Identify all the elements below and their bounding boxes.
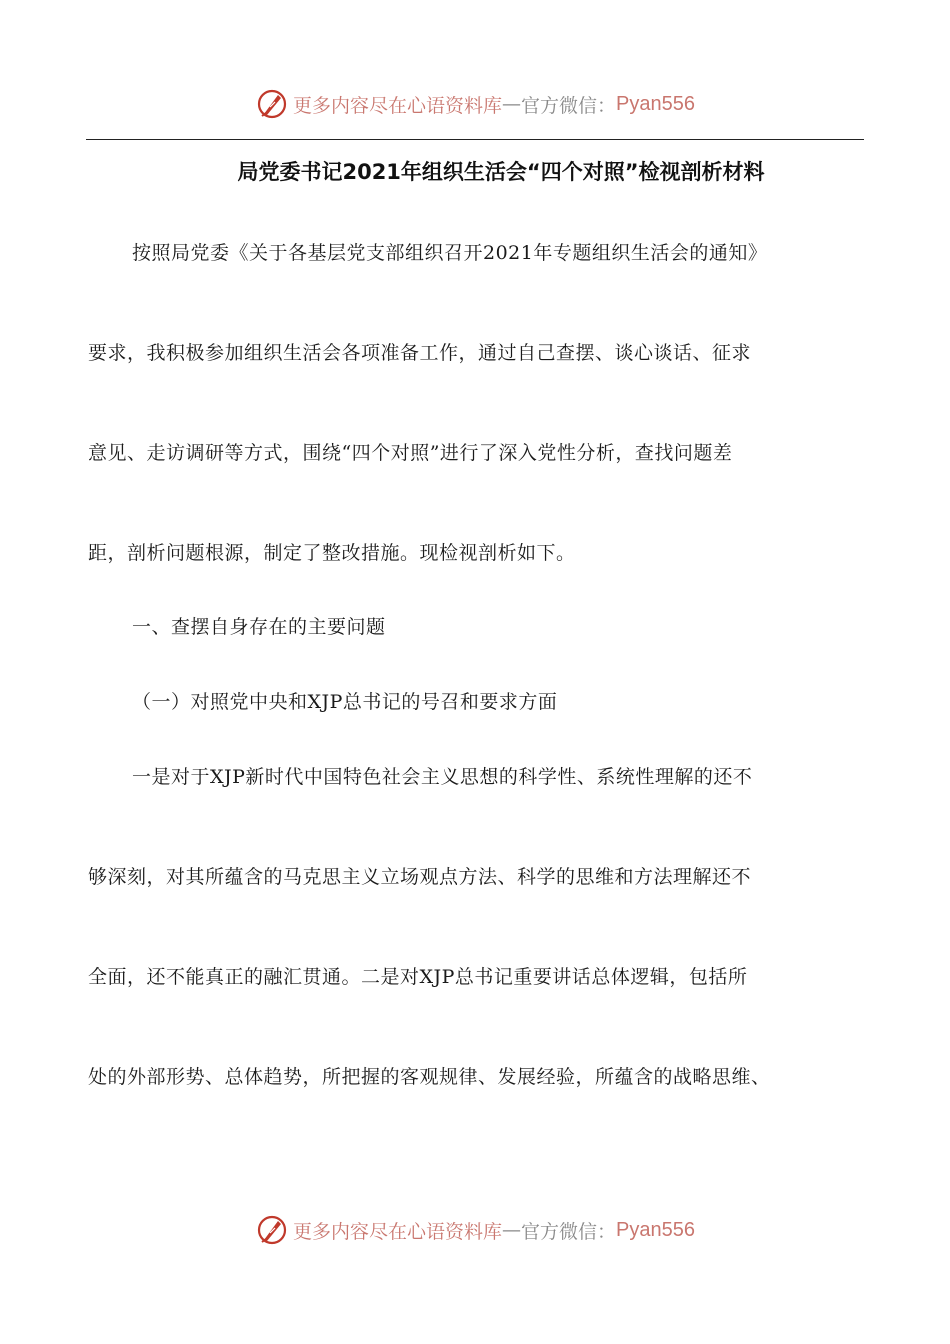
- quill-pen-logo-icon: [255, 1213, 289, 1247]
- body-line-8: 够深刻，对其所蕴含的马克思主义立场观点方法、科学的思维和方法理解还不: [88, 866, 752, 888]
- footer-watermark: [0, 1210, 950, 1250]
- body-line-2: 要求，我积极参加组织生活会各项准备工作，通过自己查摆、谈心谈话、征求: [88, 342, 752, 364]
- watermark-brand-text: 更多内容尽在心语资料库: [293, 1220, 503, 1243]
- body-line-10: 处的外部形势、总体趋势，所把握的客观规律、发展经验，所蕴含的战略思维、: [88, 1066, 771, 1088]
- watermark-brand-text: 更多内容尽在心语资料库: [293, 94, 503, 117]
- watermark-separator: —: [502, 93, 522, 115]
- body-line-3: 意见、走访调研等方式，围绕“四个对照”进行了深入党性分析，查找问题差: [88, 442, 733, 464]
- section-heading-1: 一、查摆自身存在的主要问题: [132, 616, 386, 638]
- watermark-wechat-label: 官方微信：: [521, 1220, 617, 1243]
- quill-pen-logo-icon: [255, 87, 289, 121]
- subsection-heading-1: （一）对照党中央和XJP总书记的号召和要求方面: [132, 691, 558, 713]
- watermark-wechat-id: Pyan556: [616, 92, 695, 115]
- header-watermark: [0, 84, 950, 124]
- body-line-7: 一是对于XJP新时代中国特色社会主义思想的科学性、系统性理解的还不: [132, 766, 753, 788]
- body-line-4: 距，剖析问题根源，制定了整改措施。现检视剖析如下。: [88, 542, 576, 564]
- watermark-separator: —: [502, 1219, 522, 1241]
- watermark-wechat-label: 官方微信：: [521, 94, 617, 117]
- document-title: 局党委书记2021年组织生活会“四个对照”检视剖析材料: [237, 160, 765, 184]
- body-line-1: 按照局党委《关于各基层党支部组织召开2021年专题组织生活会的通知》: [132, 242, 768, 264]
- header-divider: [86, 139, 864, 140]
- body-line-9: 全面，还不能真正的融汇贯通。二是对XJP总书记重要讲话总体逻辑，包括所: [88, 966, 748, 988]
- watermark-wechat-id: Pyan556: [616, 1218, 695, 1241]
